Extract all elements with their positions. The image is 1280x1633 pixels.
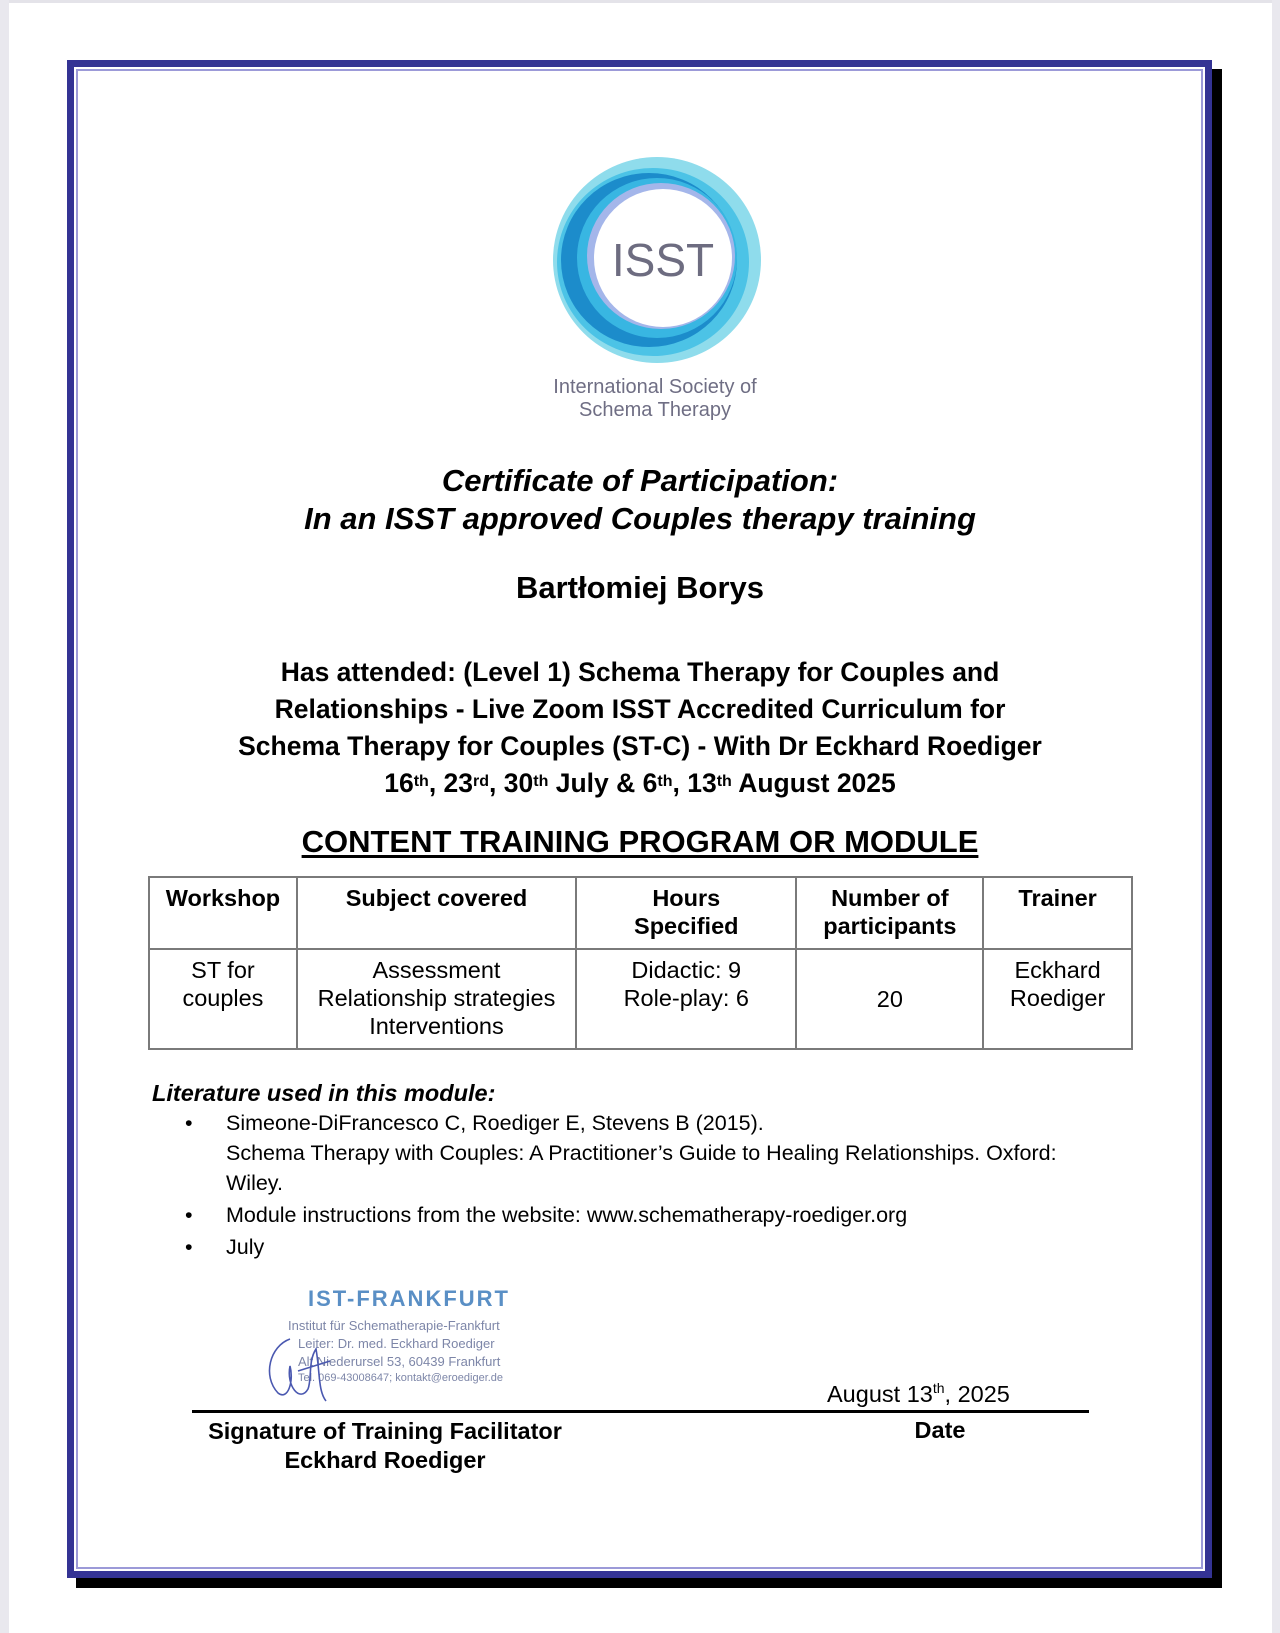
header-trainer: Trainer: [983, 877, 1132, 949]
certificate-title: [160, 462, 1120, 538]
attended-line1: Has attended: (Level 1) Schema Therapy for Couples and: [280, 657, 1000, 687]
stamp-line1: Institut für Schematherapie-Frankfurt: [288, 1318, 500, 1333]
logo-caption-line1: International Society of: [553, 376, 757, 398]
cell-hours: Didactic: 9 Role-play: 6: [576, 949, 796, 1049]
stamp-title: IST-FRANKFURT: [308, 1286, 510, 1311]
facilitator-signature-label: Signature of Training Facilitator Eckhard Roediger: [190, 1417, 580, 1475]
literature-list: [185, 1108, 1125, 1264]
logo-caption-line2: Schema Therapy: [579, 399, 731, 421]
handwritten-signature-icon: [260, 1331, 340, 1406]
training-dates: 16th, 23rd, 30th July & 6th, 13th August 2025: [384, 768, 896, 798]
isst-logo-icon: [545, 150, 765, 370]
header-subject: Subject covered: [297, 877, 576, 949]
signature-date: August 13th, 2025: [827, 1380, 1010, 1407]
stamp-line3: Alt Niederursel 53, 60439 Frankfurt: [298, 1354, 501, 1369]
title-line1: Certificate of Participation:: [441, 463, 839, 498]
stamp-line2: Leiter: Dr. med. Eckhard Roediger: [298, 1336, 495, 1351]
header-hours: Hours Specified: [576, 877, 796, 949]
institute-stamp: [260, 1286, 560, 1406]
header-participants: Number of participants: [796, 877, 983, 949]
bullet-icon: •: [185, 1235, 193, 1259]
header-workshop: Workshop: [149, 877, 297, 949]
page-edge-left: [0, 0, 9, 1633]
page-edge-right: [1272, 0, 1280, 1633]
attended-line3: Schema Therapy for Couples (ST-C) - With Dr Eckhard Roediger: [238, 731, 1042, 761]
bullet-icon: •: [185, 1203, 193, 1227]
module-table: [148, 876, 1133, 1050]
facilitator-name: Eckhard Roediger: [284, 1447, 486, 1473]
attended-line2: Relationships - Live Zoom ISST Accredited Curriculum for: [274, 694, 1006, 724]
module-heading: CONTENT TRAINING PROGRAM OR MODULE: [301, 824, 979, 859]
date-label: Date: [914, 1417, 966, 1443]
attended-statement: [160, 654, 1120, 802]
literature-item: • Simeone-DiFrancesco C, Roediger E, Stevens B (2015). Schema Therapy with Couples: A Practitioner’s Guide to Healing Relationships. Oxford: Wiley.: [185, 1108, 1125, 1198]
cell-participants: 20: [796, 949, 983, 1049]
bullet-icon: •: [185, 1111, 193, 1135]
logo-text: ISST: [611, 234, 715, 286]
table-header-row: [149, 877, 1132, 949]
stamp-line4: Tel. 069-43008647; kontakt@eroediger.de: [298, 1372, 504, 1384]
cell-workshop: ST for couples: [149, 949, 297, 1049]
cell-trainer: Eckhard Roediger: [983, 949, 1132, 1049]
title-line2: In an ISST approved Couples therapy training: [304, 501, 976, 536]
literature-item: • Module instructions from the website: www.schematherapy-roediger.org: [185, 1200, 1125, 1230]
logo-caption: [500, 376, 810, 422]
table-row: [149, 949, 1132, 1049]
page-edge-top: [0, 0, 1280, 3]
signature-line: [192, 1410, 1089, 1413]
literature-heading: Literature used in this module:: [152, 1080, 496, 1106]
recipient-name: Bartłomiej Borys: [515, 570, 765, 605]
literature-item: • July: [185, 1232, 1125, 1262]
cell-subject: Assessment Relationship strategies Interventions: [297, 949, 576, 1049]
